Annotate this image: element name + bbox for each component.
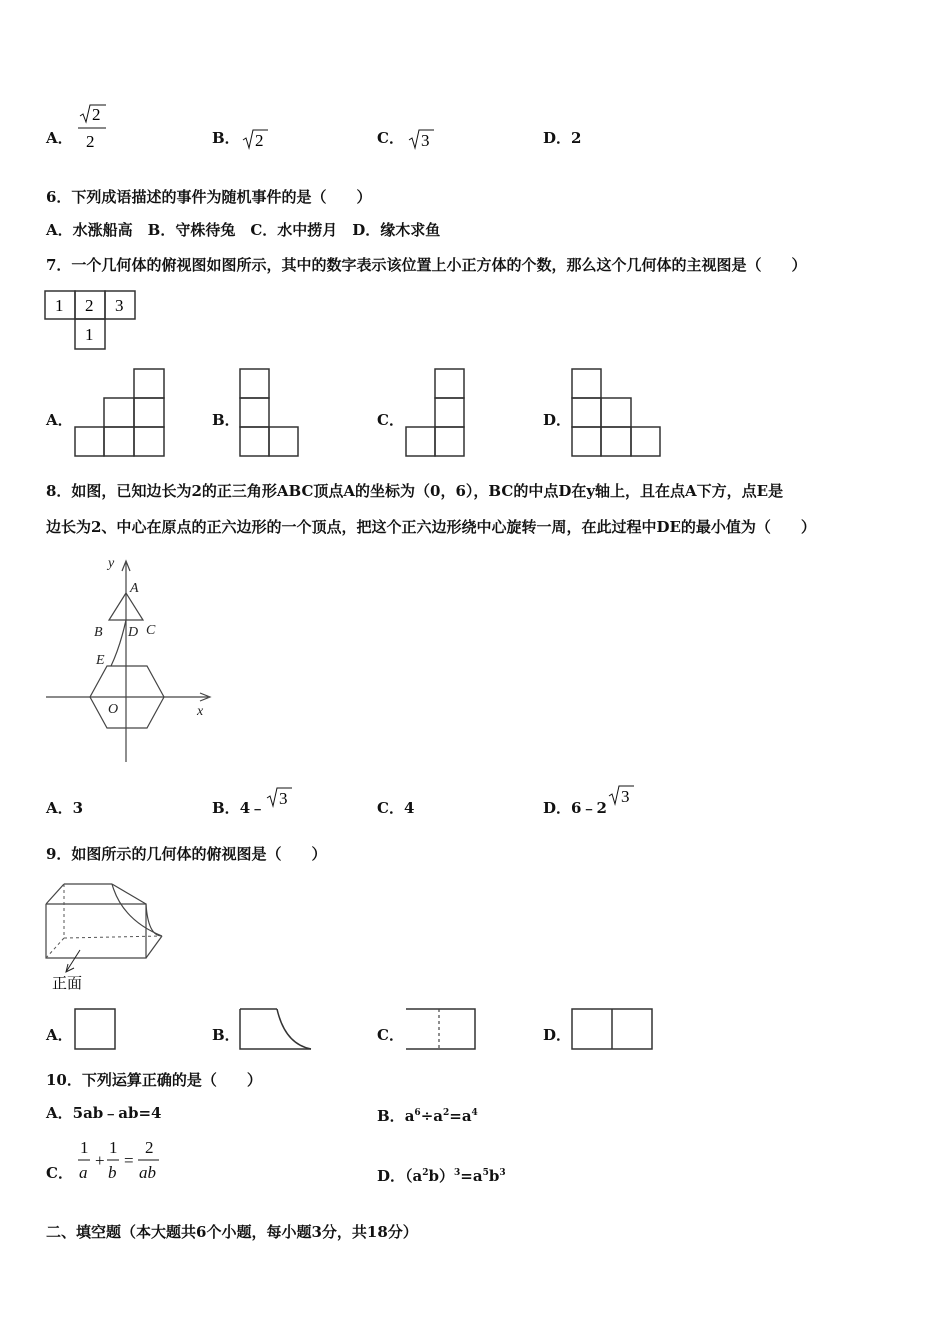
svg-text:=: = xyxy=(124,1151,134,1170)
q7-grid-cell: 3 xyxy=(115,296,124,315)
q7-option-a-label: A． xyxy=(46,411,73,429)
q9-option-b-label: B． xyxy=(212,1026,240,1044)
q5-option-d-label: D．2 xyxy=(543,129,582,147)
q6-stem: 6．下列成语描述的事件为随机事件的是（ ） xyxy=(46,188,372,206)
svg-text:1: 1 xyxy=(80,1138,89,1157)
q7-option-b-label: B． xyxy=(212,411,240,429)
q9-option-a-figure xyxy=(74,1008,118,1052)
q8-option-d: D．6﹣2 xyxy=(543,799,607,817)
q10-option-d: D．$(a^2b)^3=a^5b^3$ xyxy=(377,1167,506,1185)
q7-option-c-figure xyxy=(405,368,467,460)
q8-option-b: B．4﹣ xyxy=(212,799,266,817)
svg-text:O: O xyxy=(108,702,119,717)
svg-text:B: B xyxy=(94,625,103,640)
q5-option-b-label: B． xyxy=(212,129,240,147)
q10-option-c-formula xyxy=(76,1136,166,1184)
section-2-title: 二、填空题（本大题共6个小题，每小题3分，共18分） xyxy=(46,1223,418,1241)
q5-option-c-label: C． xyxy=(377,129,404,147)
svg-text:2: 2 xyxy=(255,131,264,150)
q7-option-a-figure xyxy=(74,368,166,460)
q9-option-d-label: D． xyxy=(543,1026,572,1044)
q7-grid-cell: 2 xyxy=(85,296,94,315)
svg-text:A: A xyxy=(130,581,139,596)
q9-option-c-label: C． xyxy=(377,1026,404,1044)
q10-option-c-label: C． xyxy=(46,1164,73,1182)
q8-stem-line2: 边长为2、中心在原点的正六边形的一个顶点，把这个正六边形绕中心旋转一周，在此过程中DE的最小值为（ ） xyxy=(46,518,816,536)
q8-option-d-sqrt xyxy=(608,784,638,810)
q9-front-label: 正面 xyxy=(52,976,83,992)
q5-a-den: 2 xyxy=(86,132,95,151)
svg-text:3: 3 xyxy=(421,131,430,150)
q10-option-b: B．$a^6\div a^2=a^4$ xyxy=(377,1107,478,1125)
svg-text:1: 1 xyxy=(109,1138,118,1157)
q5-option-a-label: A． xyxy=(46,129,73,147)
q9-option-d-figure xyxy=(571,1008,655,1052)
q7-option-b-figure xyxy=(239,368,301,460)
svg-text:ab: ab xyxy=(139,1163,156,1182)
svg-text:3: 3 xyxy=(621,787,630,806)
svg-text:3: 3 xyxy=(279,789,288,808)
q8-stem-line1: 8．如图，已知边长为2的正三角形ABC顶点A的坐标为（0，6），BC的中点D在y轴上，且在点A下方，点E是 xyxy=(46,482,784,500)
q5-option-b-sqrt xyxy=(242,128,272,154)
q7-option-d-figure xyxy=(571,368,663,460)
svg-text:2: 2 xyxy=(145,1138,154,1157)
q5-option-c-sqrt xyxy=(408,128,438,154)
q6-options: A．水涨船高 B．守株待兔 C．水中捞月 D．缘木求鱼 xyxy=(46,221,441,239)
q10-stem: 10．下列运算正确的是（ ） xyxy=(46,1071,262,1089)
svg-text:b: b xyxy=(108,1163,117,1182)
q5-option-a-fraction xyxy=(76,102,110,152)
q9-option-a-label: A． xyxy=(46,1026,73,1044)
q8-option-b-sqrt xyxy=(266,786,296,812)
q9-stem: 9．如图所示的几何体的俯视图是（ ） xyxy=(46,845,327,863)
q7-top-view-grid xyxy=(44,290,140,352)
q10-option-a: A．5ab﹣ab=4 xyxy=(46,1104,162,1122)
segment-de xyxy=(111,620,126,666)
svg-text:a: a xyxy=(79,1163,88,1182)
q9-solid-figure xyxy=(44,880,166,992)
q7-grid-cell: 1 xyxy=(55,296,64,315)
svg-text:y: y xyxy=(108,556,115,571)
q8-coordinate-figure xyxy=(44,555,214,765)
q7-option-d-label: D． xyxy=(543,411,572,429)
q9-option-b-figure xyxy=(239,1008,313,1052)
q9-option-c-figure xyxy=(405,1008,477,1052)
q5-a-num: 2 xyxy=(92,105,101,124)
q8-option-c: C．4 xyxy=(377,799,415,817)
q7-option-c-label: C． xyxy=(377,411,404,429)
svg-text:D: D xyxy=(128,625,139,640)
svg-text:+: + xyxy=(95,1151,105,1170)
svg-text:C: C xyxy=(146,623,156,638)
q7-stem: 7．一个几何体的俯视图如图所示，其中的数字表示该位置上小正方体的个数，那么这个几何体的主视图是（ ） xyxy=(46,256,807,274)
q8-option-a: A．3 xyxy=(46,799,84,817)
q7-grid-cell: 1 xyxy=(85,325,94,344)
svg-text:E: E xyxy=(96,653,105,668)
svg-text:x: x xyxy=(197,704,204,719)
